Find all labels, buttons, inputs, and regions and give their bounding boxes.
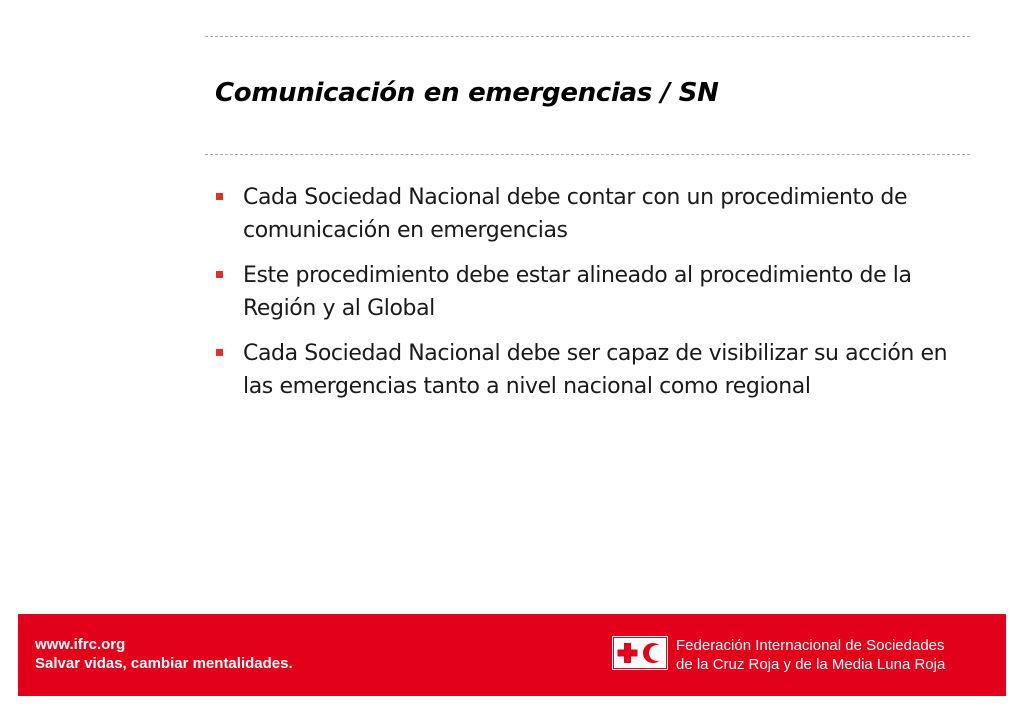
bullet-text: Cada Sociedad Nacional debe contar con un procedimiento de comunicación en emergencias xyxy=(243,185,908,243)
red-cross-red-crescent-logo-icon xyxy=(612,636,668,670)
top-divider xyxy=(205,36,970,37)
title-divider xyxy=(205,154,970,155)
square-bullet-icon xyxy=(216,349,223,356)
bullet-item xyxy=(215,259,960,325)
bullet-text: Este procedimiento debe estar alineado al procedimiento de la Región y al Global xyxy=(243,263,912,321)
bullet-text: Cada Sociedad Nacional debe ser capaz de visibilizar su acción en las emergencias tanto a nivel nacional como regional xyxy=(243,341,948,399)
square-bullet-icon xyxy=(216,271,223,278)
logo-graphic xyxy=(612,636,668,670)
slide-title: Comunicación en emergencias / SN xyxy=(215,78,719,108)
footer-tagline: Salvar vidas, cambiar mentalidades. xyxy=(35,655,293,672)
organization-name xyxy=(676,636,945,674)
organization-name-line-1: Federación Internacional de Sociedades xyxy=(676,637,945,654)
organization-name-line-2: de la Cruz Roja y de la Media Luna Roja xyxy=(676,656,946,673)
footer-banner xyxy=(18,614,1006,696)
bullet-list xyxy=(215,181,960,415)
bullet-item xyxy=(215,337,960,403)
footer-url-link[interactable]: www.ifrc.org xyxy=(35,636,126,653)
square-bullet-icon xyxy=(216,193,223,200)
bullet-item xyxy=(215,181,960,247)
